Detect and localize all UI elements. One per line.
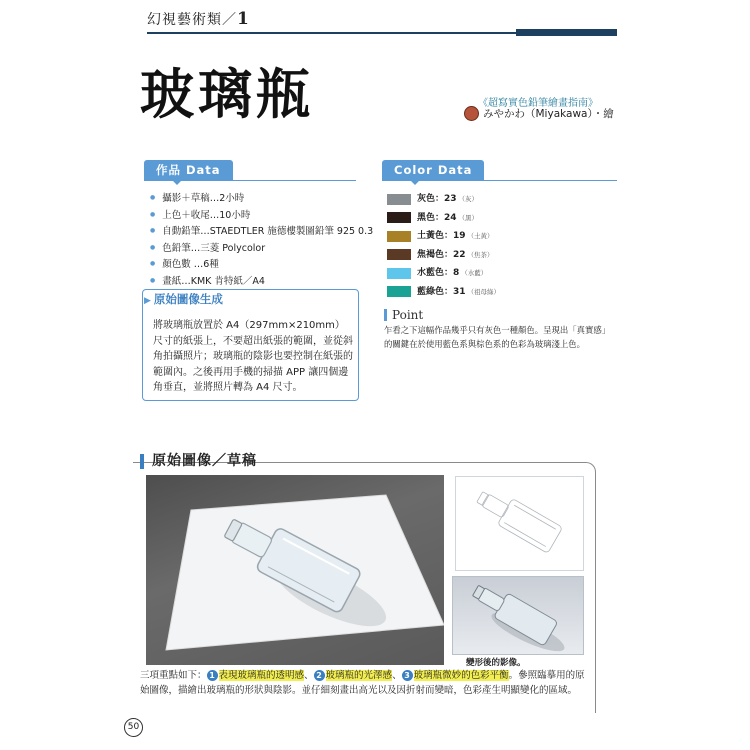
author-avatar: [464, 106, 479, 121]
list-item: ● 顏色數 …6種: [150, 256, 373, 273]
page-number: 50: [124, 718, 143, 737]
color-swatch: [387, 249, 411, 260]
color-item: 黑色：24 （黑）: [387, 209, 500, 228]
sketch-drawing: [455, 476, 584, 571]
series-number: 1: [237, 9, 250, 29]
warped-photo-graphic: [453, 577, 583, 654]
bottle-photo-graphic: [146, 475, 444, 665]
warped-photo: [452, 576, 584, 655]
number-badge: 2: [314, 670, 325, 681]
highlight: 玻璃瓶微妙的色彩平衡: [413, 670, 509, 681]
generation-heading: ▶ 原始圖像生成: [144, 292, 223, 306]
work-data-rule: [144, 180, 356, 181]
list-item: ● 畫紙…KMK 肯特紙／A4: [150, 273, 373, 290]
color-item: 水藍色：8 （水藍）: [387, 264, 500, 283]
page-title: 玻璃瓶: [140, 63, 314, 126]
color-swatch: [387, 286, 411, 297]
work-data-list: [150, 190, 373, 290]
list-item: ● 色鉛筆…三菱 Polycolor: [150, 240, 373, 257]
list-item: ● 攝影＋草稿…2小時: [150, 190, 373, 207]
warped-caption: 變形後的影像。: [466, 658, 526, 668]
color-item: 焦褐色：22 （焦茶）: [387, 246, 500, 265]
author-credit: [464, 106, 614, 121]
color-swatch: [387, 268, 411, 279]
color-swatch: [387, 194, 411, 205]
highlight: 表現玻璃瓶的透明感: [218, 670, 305, 681]
color-data-list: [387, 190, 500, 301]
bottle-photo: [146, 475, 444, 665]
color-data-rule: [382, 180, 617, 181]
draft-body-text: 三項重點如下： 1 表現玻璃瓶的透明感、 2 玻璃瓶的光澤感、 3 玻璃瓶微妙的色彩平衡。參照臨摹用的原始圖像，描繪出玻璃瓶的形狀與陰影。並仔細刻畫出高光以及因折射而變暗，色彩產生明顯變化的區域。: [140, 670, 585, 696]
draft-heading: 原始圖像／草稿: [140, 454, 257, 469]
number-badge: 1: [207, 670, 218, 681]
color-item: 灰色：23 （灰）: [387, 190, 500, 209]
list-item: ● 自動鉛筆…STAEDTLER 施德樓製圖鉛筆 925 0.3: [150, 223, 373, 240]
color-swatch: [387, 212, 411, 223]
sketch-graphic: [456, 477, 583, 570]
color-swatch: [387, 231, 411, 242]
color-item: 藍綠色：31 （祖母綠）: [387, 283, 500, 302]
list-item: ● 上色＋收尾…10小時: [150, 207, 373, 224]
book-reference: 《超寫實色鉛筆繪畫指南》: [478, 98, 598, 109]
highlight: 玻璃瓶的光澤感: [325, 670, 393, 681]
point-text: 乍看之下這幅作品幾乎只有灰色一種顏色。呈現出「真實感」的關鍵在於使用藍色系與棕色系的色彩為玻璃淺上色。: [384, 325, 606, 349]
generation-text: 將玻璃瓶放置於 A4（297mm×210mm）尺寸的紙張上，不要超出紙張的範圍，並從斜角拍攝照片；玻璃瓶的陰影也要控制在紙張的範圍內。之後再用手機的掃描 APP 讓四個邊角垂直，並將照片轉為 A4 尺寸。: [153, 320, 353, 393]
triangle-icon: ▶: [144, 296, 151, 306]
work-data-tab: 作品 Data: [144, 160, 233, 180]
color-data-tab: Color Data: [382, 160, 484, 180]
point-title: Point: [392, 308, 424, 322]
series-label: 幻視藝術類／1: [147, 9, 250, 29]
header-bar: [516, 29, 617, 36]
author-name: みやかわ（Miyakawa）・繪: [483, 108, 614, 120]
color-item: 土黃色：19 （土黃）: [387, 227, 500, 246]
number-badge: 3: [402, 670, 413, 681]
